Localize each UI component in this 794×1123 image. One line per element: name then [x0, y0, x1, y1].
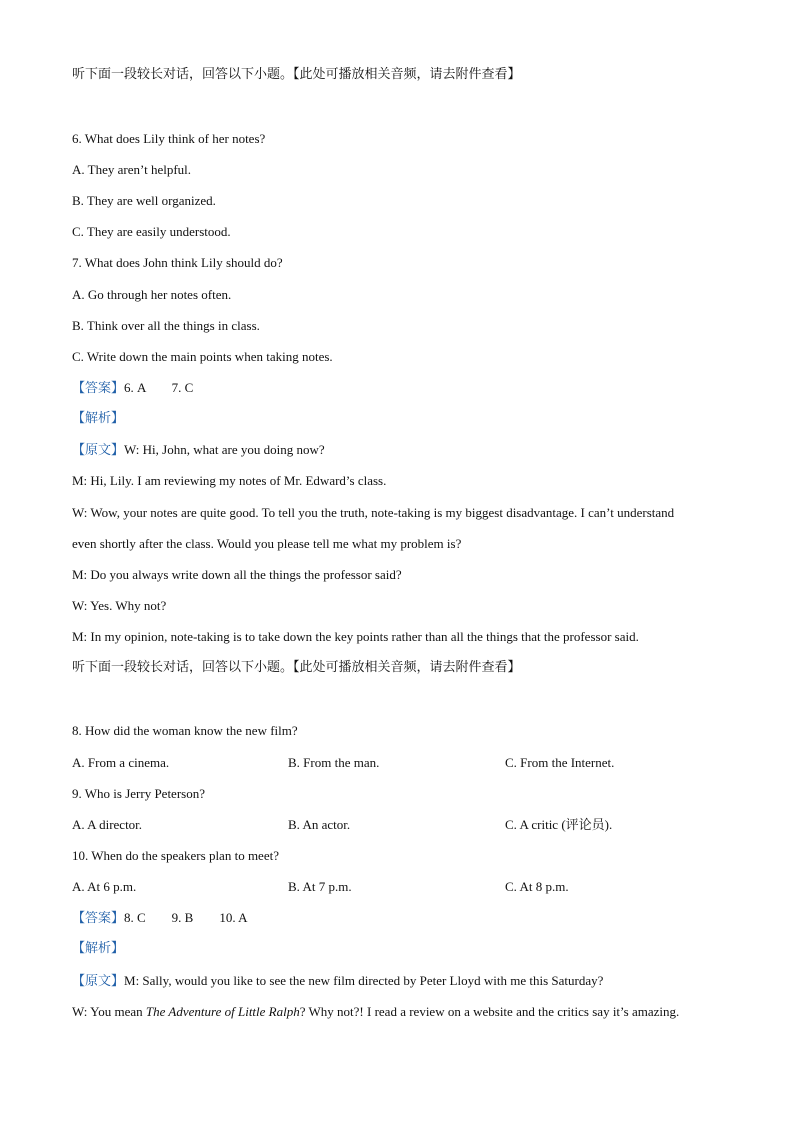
transcript-line: M: In my opinion, note-taking is to take down the key points rather than all the things that the professor said.: [72, 629, 639, 644]
option-9a: A. A director.: [72, 817, 143, 832]
question-8: 8. How did the woman know the new film?: [72, 723, 298, 738]
answer-text: 6. A 7. C: [124, 380, 194, 395]
transcript-line: [72, 1003, 679, 1021]
option-10b: B. At 7 p.m.: [288, 879, 352, 894]
transcript-line: W: Wow, your notes are quite good. To tell you the truth, note-taking is my biggest disadvantage. I can’t understand: [72, 505, 675, 520]
option-9b: B. An actor.: [288, 817, 351, 832]
transcript-line: even shortly after the class. Would you please tell me what my problem is?: [72, 536, 462, 551]
transcript-line: [72, 972, 603, 991]
option-7a: A. Go through her notes often.: [72, 287, 232, 302]
original-tag: 【原文】: [72, 974, 125, 989]
option-7b: B. Think over all the things in class.: [72, 318, 260, 333]
question-6: 6. What does Lily think of her notes?: [72, 131, 266, 146]
original-tag: 【原文】: [72, 443, 125, 458]
answer-line-2: [72, 909, 248, 928]
transcript-line: W: Yes. Why not?: [72, 598, 167, 613]
section-intro-1: 听下面一段较长对话，回答以下小题。【此处可播放相关音频，请去附件查看】: [72, 67, 521, 82]
film-title: The Adventure of Little Ralph: [145, 1004, 300, 1019]
option-7c: C. Write down the main points when taking notes.: [72, 349, 333, 364]
transcript-line: [72, 441, 325, 460]
answer-line-1: [72, 379, 193, 398]
option-6c: C. They are easily understood.: [72, 224, 231, 239]
option-6a: A. They aren’t helpful.: [72, 162, 192, 177]
answer-tag: 【答案】: [72, 911, 125, 926]
section-intro-2: 听下面一段较长对话，回答以下小题。【此处可播放相关音频，请去附件查看】: [72, 660, 521, 675]
question-10: 10. When do the speakers plan to meet?: [72, 848, 279, 863]
option-10a: A. At 6 p.m.: [72, 879, 137, 894]
transcript-text: ? Why not?! I read a review on a website and the critics say it’s amazing.: [299, 1004, 680, 1019]
transcript-text: M: Sally, would you like to see the new film directed by Peter Lloyd with me this Saturday?: [124, 973, 604, 988]
analysis-tag: 【解析】: [72, 941, 125, 956]
answer-text: 8. C 9. B 10. A: [124, 910, 248, 925]
transcript-text: W: Hi, John, what are you doing now?: [124, 442, 325, 457]
analysis-tag: 【解析】: [72, 411, 125, 426]
option-8b: B. From the man.: [288, 755, 380, 770]
question-9: 9. Who is Jerry Peterson?: [72, 786, 205, 801]
transcript-line: M: Do you always write down all the things the professor said?: [72, 567, 402, 582]
answer-tag: 【答案】: [72, 381, 125, 396]
option-8a: A. From a cinema.: [72, 755, 170, 770]
option-6b: B. They are well organized.: [72, 193, 216, 208]
transcript-line: M: Hi, Lily. I am reviewing my notes of Mr. Edward’s class.: [72, 473, 387, 488]
transcript-text: W: You mean: [72, 1004, 146, 1019]
option-8c: C. From the Internet.: [505, 755, 615, 770]
option-9c: C. A critic (评论员).: [505, 817, 613, 832]
question-7: 7. What does John think Lily should do?: [72, 255, 283, 270]
option-10c: C. At 8 p.m.: [505, 879, 569, 894]
